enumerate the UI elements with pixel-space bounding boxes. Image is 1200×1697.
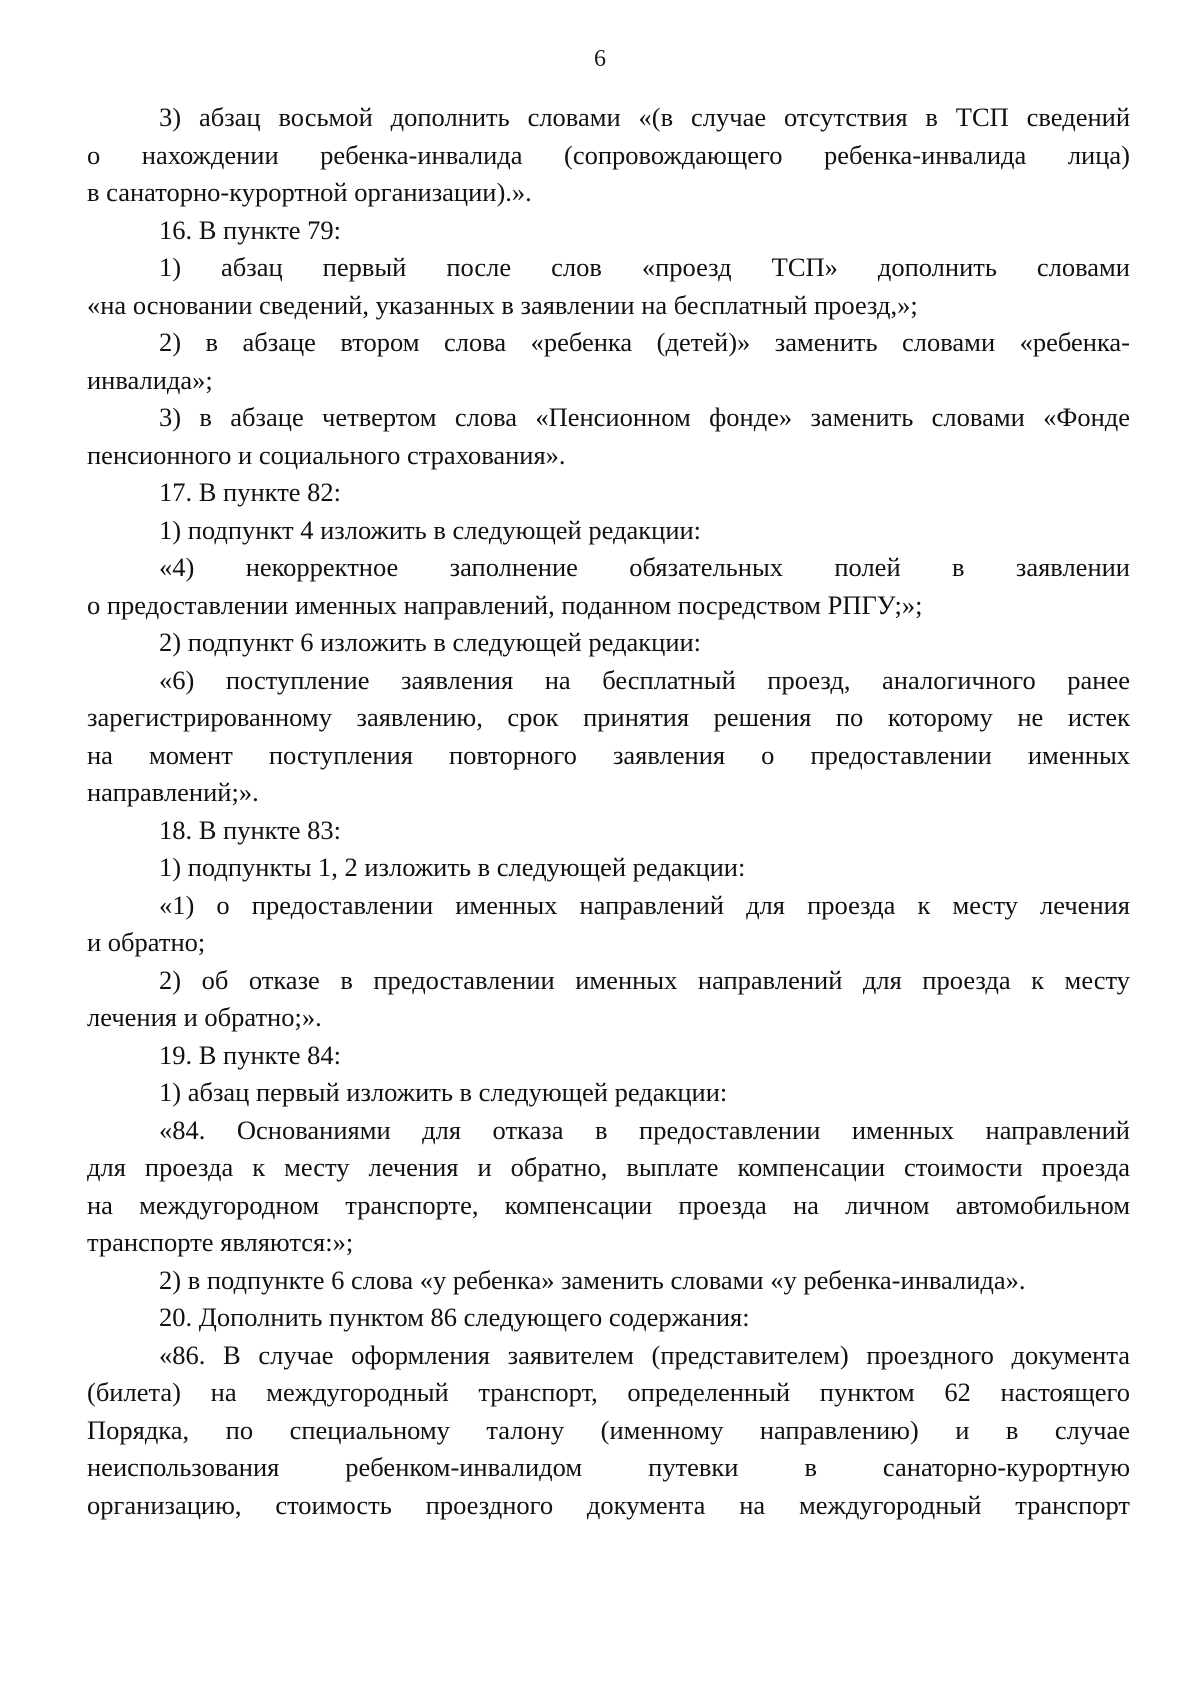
text-line: в санаторно-курортной организации).». — [87, 177, 532, 207]
text-line: 2) об отказе в предоставлении именных направлений для проезда к месту — [159, 964, 1130, 995]
text-line: «6) поступление заявления на бесплатный проезд, аналогичного ранее — [159, 664, 1130, 695]
text-line: на момент поступления повторного заявления о предоставлении именных — [87, 739, 1130, 770]
text-line: 19. В пункте 84: — [159, 1039, 342, 1070]
text-line: «84. Основаниями для отказа в предоставлении именных направлений — [159, 1114, 1130, 1145]
text-line: «86. В случае оформления заявителем (представителем) проездного документа — [159, 1339, 1130, 1370]
page-number: 6 — [594, 46, 606, 72]
text-line: 1) подпункты 1, 2 изложить в следующей редакции: — [159, 852, 746, 882]
text-line: 16. В пункте 79: — [159, 214, 342, 245]
text-line: 2) подпункт 6 изложить в следующей редакции: — [159, 627, 702, 657]
text-line: 1) абзац первый после слов «проезд ТСП» дополнить словами — [159, 252, 1130, 282]
text-line: и обратно; — [87, 927, 206, 957]
text-line: на междугородном транспорте, компенсации проезда на личном автомобильном — [87, 1189, 1130, 1220]
text-line: «на основании сведений, указанных в заявлении на бесплатный проезд,»; — [87, 289, 918, 320]
text-line: 3) абзац восьмой дополнить словами «(в случае отсутствия в ТСП сведений — [159, 102, 1130, 132]
text-line: (билета) на междугородный транспорт, определенный пунктом 62 настоящего — [87, 1377, 1130, 1407]
text-line: «1) о предоставлении именных направлений для проезда к месту лечения — [159, 889, 1130, 920]
text-line: организацию, стоимость проездного документа на междугородный транспорт — [87, 1489, 1130, 1520]
text-line: «4) некорректное заполнение обязательных полей в заявлении — [159, 552, 1130, 582]
text-line: неиспользования ребенком-инвалидом путевки в санаторно-курортную — [87, 1452, 1130, 1482]
text-line: зарегистрированному заявлению, срок принятия решения по которому не истек — [87, 702, 1130, 732]
text-line: инвалида»; — [87, 364, 213, 395]
text-line: 3) в абзаце четвертом слова «Пенсионном фонде» заменить словами «Фонде — [159, 402, 1130, 432]
text-line: пенсионного и социального страхования». — [87, 439, 566, 470]
text-line: 2) в подпункте 6 слова «у ребенка» заменить словами «у ребенка-инвалида». — [159, 1264, 1026, 1295]
text-line: для проезда к месту лечения и обратно, выплате компенсации стоимости проезда — [87, 1152, 1130, 1182]
text-line: 20. Дополнить пунктом 86 следующего содержания: — [159, 1302, 750, 1332]
text-line: Порядка, по специальному талону (именному направлению) и в случае — [87, 1414, 1130, 1445]
text-line: направлений;». — [87, 777, 259, 807]
text-line: лечения и обратно;». — [87, 1002, 322, 1032]
text-line: о нахождении ребенка-инвалида (сопровождающего ребенка-инвалида лица) — [87, 139, 1130, 170]
text-line: 17. В пункте 82: — [159, 477, 342, 507]
text-line: о предоставлении именных направлений, поданном посредством РПГУ;»; — [87, 589, 923, 620]
text-line: 1) подпункт 4 изложить в следующей редакции: — [159, 514, 702, 545]
text-line: транспорте являются:»; — [87, 1227, 354, 1257]
text-line: 2) в абзаце втором слова «ребенка (детей)» заменить словами «ребенка- — [159, 327, 1130, 357]
text-line: 18. В пункте 83: — [159, 814, 342, 845]
text-line: 1) абзац первый изложить в следующей редакции: — [159, 1077, 728, 1107]
document-body — [87, 99, 1130, 1524]
